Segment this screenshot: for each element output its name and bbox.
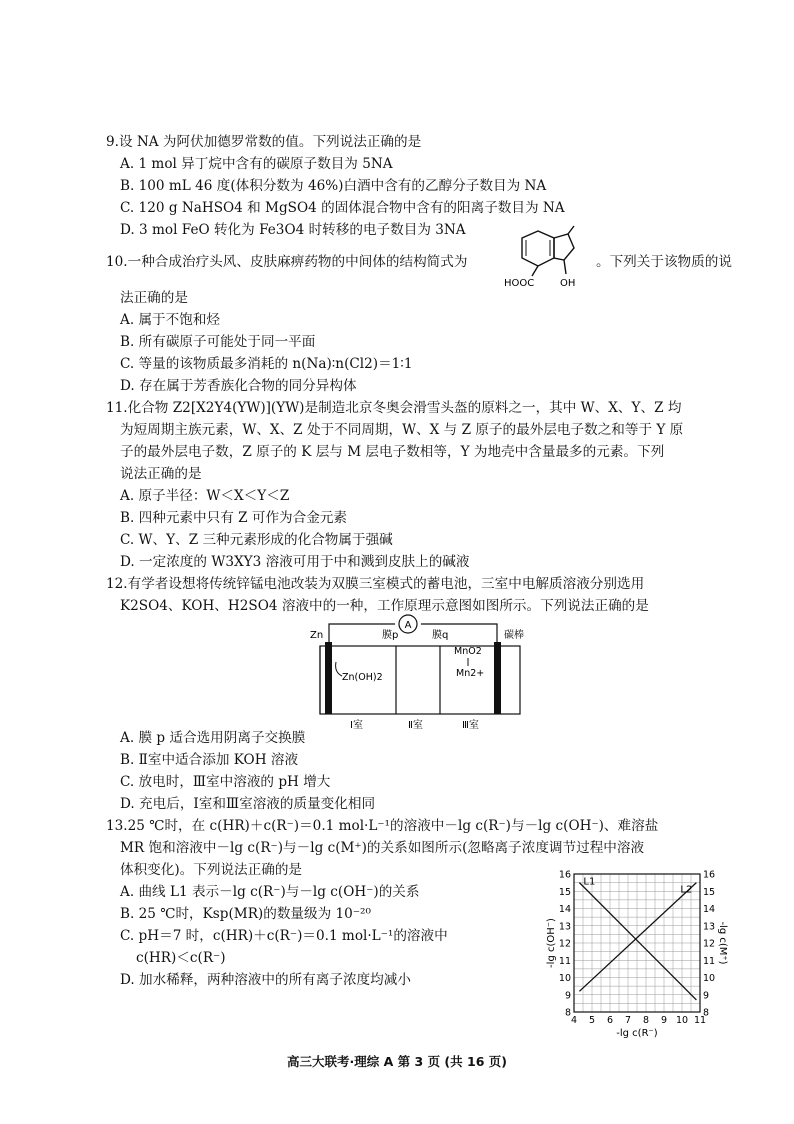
membrane-p-label: 膜p	[382, 630, 399, 641]
q9-option-a: A. 1 mol 异丁烷中含有的碳原子数目为 5NA	[120, 156, 393, 172]
page-footer: 高三大联考·理综 A 第 3 页 (共 16 页)	[287, 1054, 507, 1069]
room1-label: Ⅰ室	[350, 720, 363, 731]
room3-label: Ⅲ室	[462, 720, 479, 731]
q13-option-b: B. 25 ℃时，Ksp(MR)的数量级为 10⁻²⁰	[120, 906, 371, 922]
y-right-tick-label: 10	[703, 973, 716, 984]
q10-stem-b: 。下列关于该物质的说	[596, 254, 732, 270]
q12-stem-1: 12.有学者设想将传统锌锰电池改装为双膜三室模式的蓄电池，三室中电解质溶液分别选用	[106, 576, 645, 592]
q11-option-d: D. 一定浓度的 W3XY3 溶液可用于中和溅到皮肤上的碱液	[120, 554, 470, 570]
y-axis-right-label: -lg c(M⁺)	[717, 921, 728, 965]
y-right-tick-label: 9	[703, 990, 710, 1002]
q11-stem-3: 子的最外层电子数，Z 原子的 K 层与 M 层电子数相等，Y 为地壳中含量最多的元素。下列	[120, 444, 665, 460]
ammeter-label: A	[404, 620, 412, 631]
q11-option-b: B. 四种元素中只有 Z 可作为合金元素	[120, 510, 348, 526]
mno2-label: MnO2	[454, 646, 482, 657]
q9-option-b: B. 100 mL 46 度(体积分数为 46%)白酒中含有的乙醇分子数目为 NA	[120, 178, 547, 194]
q10-option-d: D. 存在属于芳香族化合物的同分异构体	[120, 378, 357, 394]
room2-label: Ⅱ室	[408, 720, 423, 731]
x-tick-label: 9	[660, 1015, 668, 1026]
y-left-tick-label: 10	[558, 973, 571, 984]
x-tick-label: 5	[588, 1015, 596, 1026]
q9-stem: 9.设 NA 为阿伏加德罗常数的值。下列说法正确的是	[106, 134, 422, 150]
zn-electrode	[325, 642, 332, 714]
q13-chart	[546, 866, 728, 1040]
x-tick-label: 7	[624, 1015, 632, 1026]
series-line-L2	[579, 883, 696, 992]
y-right-tick-label: 15	[703, 886, 716, 898]
rod-label: 碳棒	[504, 630, 524, 641]
y-left-tick-label: 16	[558, 869, 571, 881]
y-left-tick-label: 11	[558, 955, 571, 967]
y-right-tick-label: 13	[703, 921, 716, 933]
q9-option-d: D. 3 mol FeO 转化为 Fe3O4 时转移的电子数目为 3NA	[120, 222, 466, 238]
q10-stem-a: 10.一种合成治疗头风、皮肤麻痹药物的中间体的结构简式为	[106, 254, 468, 270]
q13-stem-3: 体积变化)。下列说法正确的是	[120, 862, 303, 878]
battery-diagram	[300, 610, 540, 732]
q11-stem-1: 11.化合物 Z2[X2Y4(YW)](YW)是制造北京冬奥会滑雪头盔的原料之一，其中 W、X、Y、Z 均	[106, 400, 682, 416]
q13-option-c-cont: c(HR)＜c(R⁻)	[136, 950, 226, 966]
q11-stem-4: 说法正确的是	[120, 466, 202, 482]
x-tick-label: 11	[693, 1015, 707, 1026]
y-left-tick-label: 15	[558, 886, 571, 898]
q10-option-b: B. 所有碳原子可能处于同一平面	[120, 334, 316, 350]
y-left-tick-label: 8	[564, 1007, 571, 1019]
q13-stem-2: MR 饱和溶液中－lg c(R⁻)与－lg c(M⁺)的关系如图所示(忽略离子浓度调节过程中溶液	[120, 840, 645, 856]
q11-option-c: C. W、Y、Z 三种元素形成的化合物属于强碱	[120, 532, 393, 548]
mn2-label: Mn2+	[456, 668, 485, 679]
znoh2-label: Zn(OH)2	[342, 672, 383, 683]
x-tick-label: 10	[675, 1015, 689, 1026]
q11-option-a: A. 原子半径：W＜X＜Y＜Z	[120, 488, 290, 504]
q13-option-a: A. 曲线 L1 表示－lg c(R⁻)与－lg c(OH⁻)的关系	[120, 884, 420, 900]
oh-label: OH	[560, 278, 576, 289]
q12-option-c: C. 放电时，Ⅲ室中溶液的 pH 增大	[120, 774, 331, 790]
q12-stem-2: K2SO4、KOH、H2SO4 溶液中的一种，工作原理示意图如图所示。下列说法正确的是	[120, 598, 649, 614]
q13-option-c: C. pH＝7 时，c(HR)＋c(R⁻)＝0.1 mol·L⁻¹的溶液中	[120, 928, 448, 944]
series-line-L1	[579, 883, 696, 1000]
y-left-tick-label: 13	[558, 921, 571, 933]
series-label-L1: L1	[583, 876, 596, 888]
x-tick-label: 8	[642, 1015, 650, 1026]
zn-label: Zn	[310, 630, 324, 641]
y-right-tick-label: 8	[703, 1007, 710, 1019]
series-label-L2: L2	[680, 884, 693, 896]
q12-option-b: B. Ⅱ室中适合添加 KOH 溶液	[120, 752, 299, 768]
q12-option-a: A. 膜 p 适合选用阴离子交换膜	[120, 730, 306, 746]
q9-option-c: C. 120 g NaHSO4 和 MgSO4 的固体混合物中含有的阳离子数目为 NA	[120, 200, 565, 216]
x-axis-label: -lg c(R⁻)	[616, 1028, 658, 1039]
y-right-tick-label: 11	[703, 955, 716, 967]
y-left-tick-label: 12	[558, 938, 571, 950]
membrane-q-label: 膜q	[432, 630, 449, 641]
y-right-tick-label: 12	[703, 938, 716, 950]
q10-option-a: A. 属于不饱和烃	[120, 312, 221, 328]
q10-stem-c: 法正确的是	[120, 290, 188, 306]
q10-structure-diagram	[496, 228, 586, 290]
y-axis-left-label: -lg c(OH⁻)	[546, 918, 557, 968]
y-right-tick-label: 16	[703, 869, 716, 881]
q10-option-c: C. 等量的该物质最多消耗的 n(Na)∶n(Cl2)＝1∶1	[120, 356, 413, 372]
y-right-tick-label: 14	[703, 904, 716, 915]
x-tick-label: 4	[570, 1015, 578, 1026]
carbon-rod	[494, 642, 501, 714]
y-left-tick-label: 9	[564, 990, 571, 1002]
q11-stem-2: 为短周期主族元素，W、X、Z 处于不同周期，W、X 与 Z 原子的最外层电子数之和等于 Y 原	[120, 422, 684, 438]
y-left-tick-label: 14	[558, 904, 571, 915]
q13-option-d: D. 加水稀释，两种溶液中的所有离子浓度均减小	[120, 972, 411, 988]
cooh-label: HOOC	[504, 278, 535, 289]
q12-option-d: D. 充电后，Ⅰ室和Ⅲ室溶液的质量变化相同	[120, 796, 376, 812]
q13-stem-1: 13.25 ℃时，在 c(HR)＋c(R⁻)＝0.1 mol·L⁻¹的溶液中－lg c(R⁻)与－lg c(OH⁻)、难溶盐	[106, 818, 659, 834]
x-tick-label: 6	[606, 1015, 614, 1026]
